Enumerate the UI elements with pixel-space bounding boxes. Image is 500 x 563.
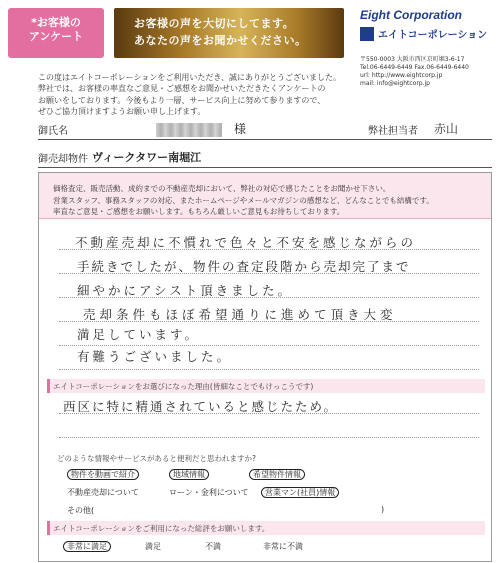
honorific: 様 — [234, 122, 247, 136]
logo-mark-icon — [360, 27, 374, 41]
redacted-name — [156, 123, 222, 137]
badge-line1: *お客様の — [31, 16, 81, 29]
answer1-line: 有難うございました。 — [77, 349, 233, 364]
other-close: ) — [381, 505, 385, 514]
option-loan[interactable] — [169, 487, 249, 498]
header-banner — [114, 8, 344, 58]
rule-line — [59, 345, 479, 346]
q4-label: エイトコーポレーションをご利用になった総評をお願いします。 — [53, 524, 270, 533]
answer1-line: 売却条件もほぼ希望通りに進めて頂き大変 — [83, 307, 397, 322]
name-label: 御氏名 — [38, 126, 68, 137]
property-name: ヴィークタワー南堀江 — [92, 151, 202, 164]
customer-name-row — [38, 122, 492, 140]
option-other[interactable] — [67, 505, 94, 516]
badge-line2: アンケート — [28, 29, 84, 43]
intro-text — [38, 72, 358, 117]
option-label: 希望物件情報 — [249, 469, 305, 480]
option-label: 営業マン(社員)情報 — [261, 487, 339, 498]
q2-label: エイトコーポレーションをお選びになった理由(皆細なことでもけっこうです) — [53, 382, 314, 391]
rule-line — [59, 369, 479, 370]
rating-very-satisfied[interactable] — [63, 541, 111, 552]
option-label: 不動産売却について — [67, 488, 139, 497]
mail-line: mail: info@eightcorp.jp — [360, 80, 430, 88]
other-label: その他( — [67, 506, 95, 515]
rating-satisfied[interactable] — [145, 541, 161, 552]
logo-en: Eight Corporation — [360, 8, 462, 22]
url-line: url: http://www.eightcorp.jp — [360, 72, 443, 80]
company-logo — [360, 8, 492, 41]
rating-label: 不満 — [205, 542, 221, 551]
option-label: 物件を動画で紹介 — [67, 469, 139, 480]
option-video[interactable] — [67, 469, 139, 480]
prompt-line: 価格査定、販売活動、成約までの不動産売却において、弊社の対応で感じたことをお聞かせ下さい。 — [53, 184, 391, 193]
property-label: 御売却物件 — [38, 154, 88, 165]
intro-line: ぜひご協力頂けますようお願い申し上げます。 — [38, 107, 206, 117]
banner-line1: お客様の声を大切にしてます。 — [134, 17, 295, 30]
option-staff-info[interactable] — [261, 487, 339, 498]
property-row — [38, 150, 492, 168]
answer1-line: 細やかにアシスト頂きました。 — [77, 283, 294, 298]
intro-line: お願いをしております。今後もより一層、サービス向上に努めて参りますので、 — [38, 95, 326, 105]
staff-name: 赤山 — [434, 122, 459, 136]
staff-label: 弊社担当者 — [368, 126, 418, 137]
answer1-line: 手続きでしたが、物件の査定段階から売却完了まで — [77, 259, 411, 274]
rating-label: 満足 — [145, 542, 161, 551]
logo-jp: エイトコーポレーション — [378, 30, 488, 41]
rating-label: 非常に満足 — [63, 541, 111, 552]
option-desired-property[interactable] — [249, 469, 305, 480]
option-area-info[interactable] — [169, 469, 209, 480]
rating-label: 非常に不満 — [263, 542, 303, 551]
banner-line2: あなたの声をお聞かせください。 — [134, 33, 307, 47]
option-label: 地域情報 — [169, 469, 209, 480]
intro-line: この度はエイトコーポレーションをご利用いただき、誠にありがとうございました。 — [38, 73, 342, 82]
phone-line: Tel.06-6449-6449 Fax.06-6449-6440 — [360, 64, 469, 72]
q2-answer: 西区に特に精通されていると感じたため。 — [63, 399, 339, 414]
prompt-line: 営業スタッフ、事務スタッフの対応、またホームページやメールマガジンの感想など、どんなことでも結構です。 — [53, 195, 434, 205]
prompt-line: 率直なご意見・ご感想をお願いします。もちろん厳しいご意見もお待ちしております。 — [53, 207, 345, 217]
company-address — [360, 56, 498, 88]
option-label: ローン・金利について — [169, 488, 249, 497]
address-line: 〒550-0003 大阪市西区京町堀3-6-17 — [360, 56, 465, 63]
option-selling[interactable] — [67, 487, 139, 498]
answer1-line: 満足しています。 — [77, 327, 201, 342]
survey-frame — [38, 172, 492, 562]
rating-very-dissatisfied[interactable] — [263, 541, 303, 552]
survey-badge — [8, 8, 104, 58]
rule-line — [59, 437, 479, 438]
prompt-text — [53, 183, 483, 218]
answer1-line: 不動産売却に不慣れで色々と不安を感じながらの — [75, 235, 417, 250]
q3-label: どのような情報やサービスがあると便利だと思われますか? — [57, 454, 256, 463]
rating-dissatisfied[interactable] — [205, 541, 221, 552]
intro-line: 弊社では、お客様の率直なご意見・ご感想をお聞かせいただきたくアンケートの — [38, 84, 326, 94]
